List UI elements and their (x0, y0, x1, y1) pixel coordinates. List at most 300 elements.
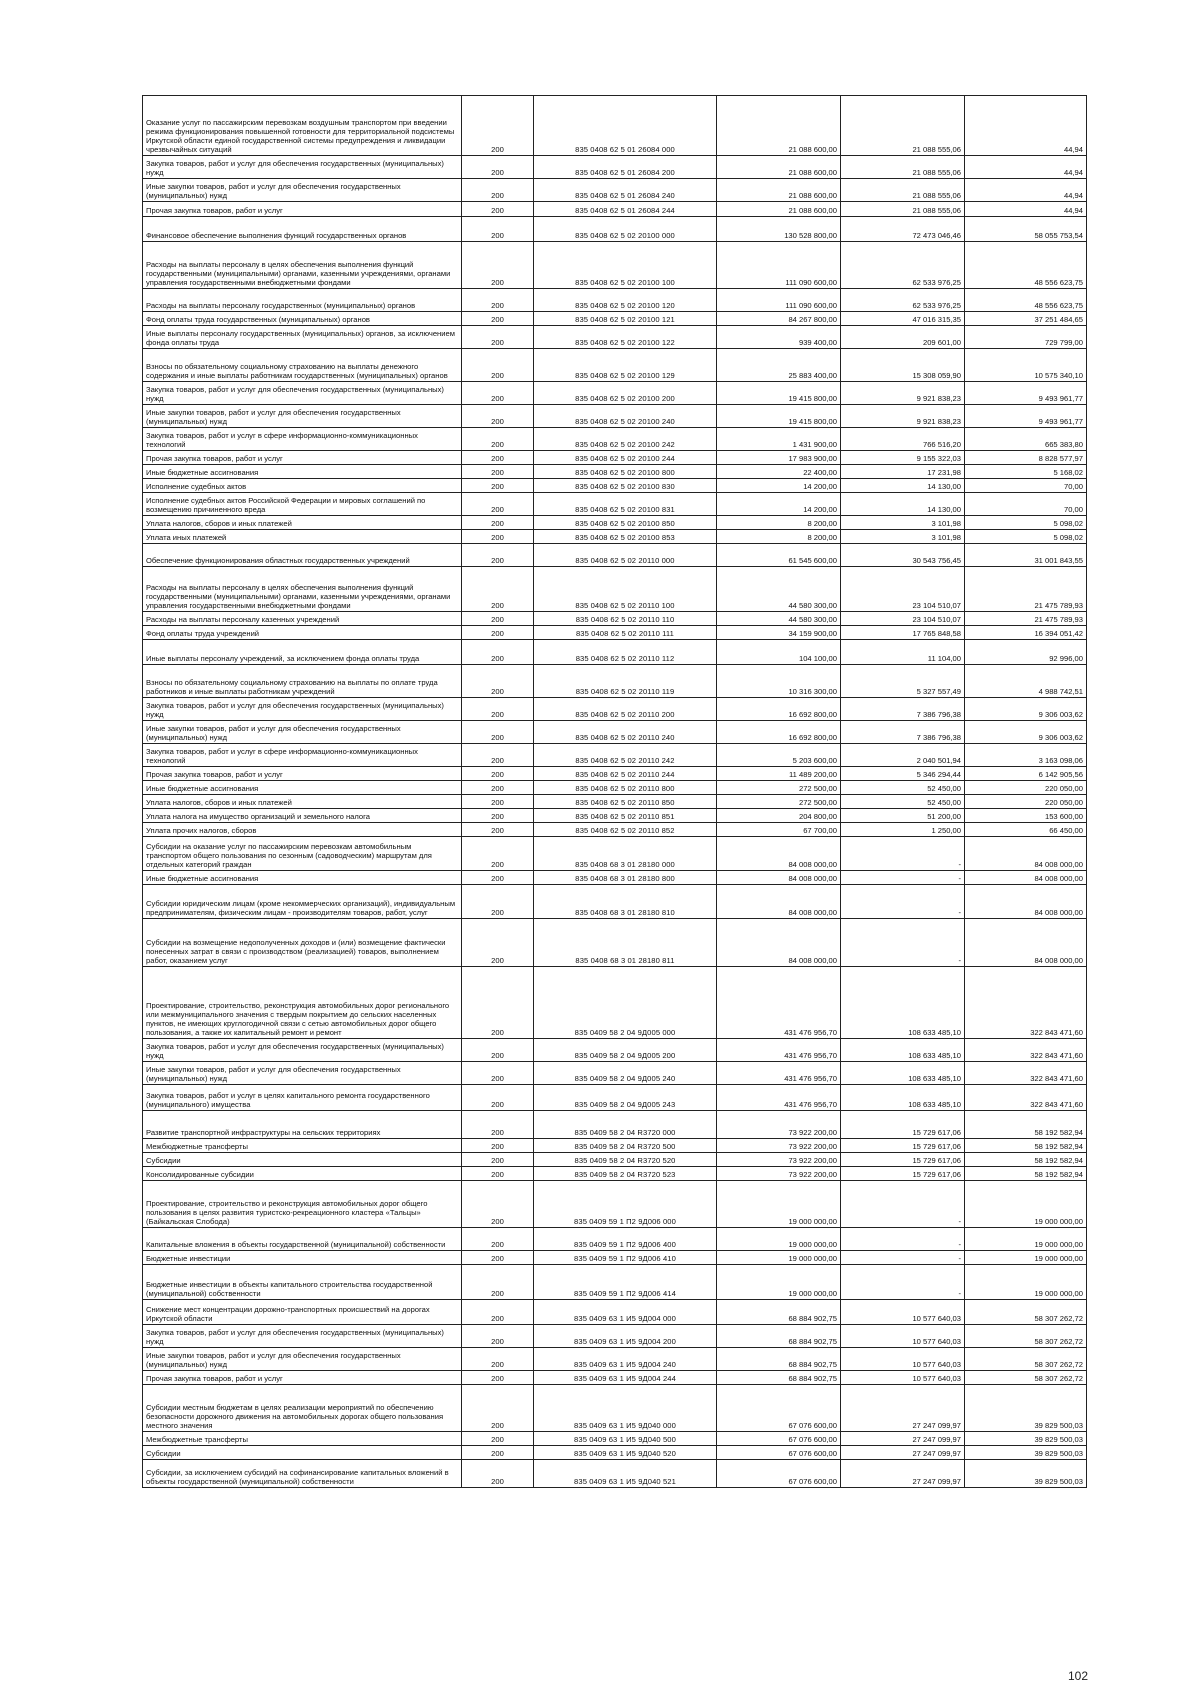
row-rest-cell: 39 829 500,03 (965, 1432, 1087, 1446)
row-plan-cell: 84 008 000,00 (717, 871, 841, 885)
row-grbs-cell: 200 (462, 179, 534, 202)
row-fact-cell: 10 577 640,03 (841, 1325, 965, 1348)
row-name-cell: Межбюджетные трансферты (143, 1139, 462, 1153)
row-fact-cell: 23 104 510,07 (841, 612, 965, 626)
row-code-cell: 835 0408 62 5 01 26084 244 (534, 202, 717, 217)
row-code-cell: 835 0408 62 5 02 20100 800 (534, 465, 717, 479)
table-row (143, 1111, 1087, 1139)
row-code-cell: 835 0409 58 2 04 R3720 000 (534, 1111, 717, 1139)
table-row (143, 721, 1087, 744)
row-rest-cell: 84 008 000,00 (965, 837, 1087, 871)
row-code-cell: 835 0408 68 3 01 28180 000 (534, 837, 717, 871)
row-code-cell: 835 0408 62 5 02 20100 200 (534, 382, 717, 405)
row-code-cell: 835 0409 63 1 И5 9Д040 000 (534, 1385, 717, 1432)
row-plan-cell: 16 692 800,00 (717, 721, 841, 744)
row-plan-cell: 68 884 902,75 (717, 1300, 841, 1325)
table-row (143, 349, 1087, 382)
row-fact-cell: 72 473 046,46 (841, 217, 965, 242)
row-name-cell: Иные выплаты персоналу государственных (муниципальных) органов, за исключением фонда оплаты труда (143, 326, 462, 349)
row-grbs-cell: 200 (462, 567, 534, 612)
row-name-cell: Иные бюджетные ассигнования (143, 781, 462, 795)
row-code-cell: 835 0408 62 5 02 20110 200 (534, 698, 717, 721)
table-row (143, 1062, 1087, 1085)
table-row (143, 479, 1087, 493)
row-plan-cell: 67 076 600,00 (717, 1385, 841, 1432)
table-row (143, 1153, 1087, 1167)
row-grbs-cell: 200 (462, 493, 534, 516)
table-row (143, 809, 1087, 823)
row-name-cell: Бюджетные инвестиции в объекты капитального строительства государственной (муниципальной) собственности (143, 1265, 462, 1300)
row-plan-cell: 84 267 800,00 (717, 312, 841, 326)
row-name-cell: Закупка товаров, работ и услуг в целях капитального ремонта государственного (муниципального) имущества (143, 1085, 462, 1111)
table-row (143, 451, 1087, 465)
row-fact-cell: 21 088 555,06 (841, 96, 965, 156)
table-row (143, 823, 1087, 837)
row-plan-cell: 939 400,00 (717, 326, 841, 349)
row-grbs-cell: 200 (462, 919, 534, 967)
row-rest-cell: 58 307 262,72 (965, 1348, 1087, 1371)
row-rest-cell: 37 251 484,65 (965, 312, 1087, 326)
row-name-cell: Закупка товаров, работ и услуг в сфере информационно-коммуникационных технологий (143, 428, 462, 451)
row-code-cell: 835 0409 63 1 И5 9Д040 521 (534, 1460, 717, 1488)
row-name-cell: Уплата налогов, сборов и иных платежей (143, 795, 462, 809)
row-grbs-cell: 200 (462, 612, 534, 626)
row-fact-cell: - (841, 885, 965, 919)
row-fact-cell: - (841, 1181, 965, 1228)
row-grbs-cell: 200 (462, 795, 534, 809)
row-fact-cell: 766 516,20 (841, 428, 965, 451)
row-rest-cell: 19 000 000,00 (965, 1228, 1087, 1251)
row-fact-cell: 27 247 099,97 (841, 1432, 965, 1446)
row-plan-cell: 19 415 800,00 (717, 405, 841, 428)
row-rest-cell: 58 192 582,94 (965, 1139, 1087, 1153)
row-name-cell: Закупка товаров, работ и услуг для обеспечения государственных (муниципальных) нужд (143, 1039, 462, 1062)
row-grbs-cell: 200 (462, 544, 534, 567)
table-row (143, 612, 1087, 626)
row-grbs-cell: 200 (462, 967, 534, 1039)
row-grbs-cell: 200 (462, 451, 534, 465)
table-row (143, 493, 1087, 516)
row-name-cell: Бюджетные инвестиции (143, 1251, 462, 1265)
row-code-cell: 835 0408 62 5 01 26084 200 (534, 156, 717, 179)
row-plan-cell: 84 008 000,00 (717, 885, 841, 919)
row-grbs-cell: 200 (462, 202, 534, 217)
row-name-cell: Обеспечение функционирования областных государственных учреждений (143, 544, 462, 567)
row-fact-cell: 5 327 557,49 (841, 665, 965, 698)
row-fact-cell: 108 633 485,10 (841, 1039, 965, 1062)
table-row (143, 1039, 1087, 1062)
row-rest-cell: 322 843 471,60 (965, 1062, 1087, 1085)
row-plan-cell: 73 922 200,00 (717, 1111, 841, 1139)
row-plan-cell: 16 692 800,00 (717, 698, 841, 721)
row-code-cell: 835 0408 62 5 02 20100 122 (534, 326, 717, 349)
row-fact-cell: 47 016 315,35 (841, 312, 965, 326)
row-plan-cell: 8 200,00 (717, 516, 841, 530)
row-grbs-cell: 200 (462, 781, 534, 795)
row-plan-cell: 1 431 900,00 (717, 428, 841, 451)
row-code-cell: 835 0408 62 5 02 20100 831 (534, 493, 717, 516)
row-grbs-cell: 200 (462, 1251, 534, 1265)
row-code-cell: 835 0408 62 5 02 20100 120 (534, 289, 717, 312)
table-row (143, 179, 1087, 202)
row-name-cell: Фонд оплаты труда учреждений (143, 626, 462, 640)
row-grbs-cell: 200 (462, 1300, 534, 1325)
row-fact-cell: 11 104,00 (841, 640, 965, 665)
row-rest-cell: 21 475 789,93 (965, 567, 1087, 612)
row-fact-cell: 27 247 099,97 (841, 1460, 965, 1488)
row-rest-cell: 84 008 000,00 (965, 919, 1087, 967)
row-name-cell: Иные закупки товаров, работ и услуг для обеспечения государственных (муниципальных) нужд (143, 179, 462, 202)
table-row (143, 1432, 1087, 1446)
row-name-cell: Иные выплаты персоналу учреждений, за исключением фонда оплаты труда (143, 640, 462, 665)
row-grbs-cell: 200 (462, 1228, 534, 1251)
row-rest-cell: 9 306 003,62 (965, 698, 1087, 721)
row-rest-cell: 19 000 000,00 (965, 1181, 1087, 1228)
table-row (143, 1446, 1087, 1460)
row-rest-cell: 9 493 961,77 (965, 405, 1087, 428)
row-code-cell: 835 0409 63 1 И5 9Д004 200 (534, 1325, 717, 1348)
row-fact-cell: 14 130,00 (841, 493, 965, 516)
row-name-cell: Развитие транспортной инфраструктуры на сельских территориях (143, 1111, 462, 1139)
row-grbs-cell: 200 (462, 1385, 534, 1432)
table-row (143, 217, 1087, 242)
row-fact-cell: 1 250,00 (841, 823, 965, 837)
row-rest-cell: 31 001 843,55 (965, 544, 1087, 567)
row-grbs-cell: 200 (462, 1139, 534, 1153)
row-name-cell: Закупка товаров, работ и услуг для обеспечения государственных (муниципальных) нужд (143, 698, 462, 721)
row-code-cell: 835 0408 62 5 02 20100 244 (534, 451, 717, 465)
row-code-cell: 835 0408 62 5 02 20110 851 (534, 809, 717, 823)
row-rest-cell: 220 050,00 (965, 781, 1087, 795)
table-body (143, 96, 1087, 1488)
row-fact-cell: 23 104 510,07 (841, 567, 965, 612)
row-code-cell: 835 0408 68 3 01 28180 800 (534, 871, 717, 885)
row-name-cell: Капитальные вложения в объекты государственной (муниципальной) собственности (143, 1228, 462, 1251)
row-rest-cell: 322 843 471,60 (965, 1039, 1087, 1062)
row-fact-cell: 2 040 501,94 (841, 744, 965, 767)
row-fact-cell: 30 543 756,45 (841, 544, 965, 567)
row-grbs-cell: 200 (462, 640, 534, 665)
row-fact-cell: 3 101,98 (841, 530, 965, 544)
row-grbs-cell: 200 (462, 382, 534, 405)
row-grbs-cell: 200 (462, 885, 534, 919)
row-name-cell: Расходы на выплаты персоналу в целях обеспечения выполнения функций государственными (муниципальными) органами, казенными учреждениями, органами управления государственными внебюджетными фондами (143, 567, 462, 612)
table-row (143, 405, 1087, 428)
row-code-cell: 835 0409 58 2 04 9Д005 200 (534, 1039, 717, 1062)
row-plan-cell: 67 076 600,00 (717, 1460, 841, 1488)
row-plan-cell: 73 922 200,00 (717, 1139, 841, 1153)
table-row (143, 640, 1087, 665)
row-fact-cell: 9 155 322,03 (841, 451, 965, 465)
row-plan-cell: 111 090 600,00 (717, 289, 841, 312)
row-code-cell: 835 0408 62 5 02 20110 852 (534, 823, 717, 837)
row-rest-cell: 19 000 000,00 (965, 1265, 1087, 1300)
table-row (143, 1460, 1087, 1488)
row-rest-cell: 66 450,00 (965, 823, 1087, 837)
row-rest-cell: 44,94 (965, 96, 1087, 156)
row-name-cell: Закупка товаров, работ и услуг для обеспечения государственных (муниципальных) нужд (143, 156, 462, 179)
row-code-cell: 835 0409 59 1 П2 9Д006 000 (534, 1181, 717, 1228)
row-grbs-cell: 200 (462, 1432, 534, 1446)
table-row (143, 967, 1087, 1039)
row-name-cell: Проектирование, строительство, реконструкция автомобильных дорог регионального или межмуниципального значения с твердым покрытием до сельских населенных пунктов, не имеющих круглогодичной связи с сетью автомобильных дорог общего пользования, а также их капитальный ремонт и ремонт (143, 967, 462, 1039)
row-name-cell: Проектирование, строительство и реконструкция автомобильных дорог общего пользования в целях развития туристско-рекреационного кластера «Тальцы» (Байкальская Слобода) (143, 1181, 462, 1228)
row-code-cell: 835 0408 62 5 02 20100 121 (534, 312, 717, 326)
row-plan-cell: 19 000 000,00 (717, 1265, 841, 1300)
row-rest-cell: 44,94 (965, 156, 1087, 179)
row-code-cell: 835 0408 62 5 02 20110 244 (534, 767, 717, 781)
table-row (143, 1085, 1087, 1111)
table-row (143, 1371, 1087, 1385)
row-code-cell: 835 0408 68 3 01 28180 810 (534, 885, 717, 919)
row-plan-cell: 67 076 600,00 (717, 1446, 841, 1460)
table-row (143, 919, 1087, 967)
row-code-cell: 835 0408 62 5 01 26084 000 (534, 96, 717, 156)
row-plan-cell: 68 884 902,75 (717, 1348, 841, 1371)
row-plan-cell: 21 088 600,00 (717, 156, 841, 179)
row-fact-cell: 10 577 640,03 (841, 1348, 965, 1371)
row-name-cell: Прочая закупка товаров, работ и услуг (143, 451, 462, 465)
row-plan-cell: 204 800,00 (717, 809, 841, 823)
table-row (143, 1251, 1087, 1265)
table-row (143, 626, 1087, 640)
row-grbs-cell: 200 (462, 1446, 534, 1460)
table-row (143, 530, 1087, 544)
row-name-cell: Прочая закупка товаров, работ и услуг (143, 202, 462, 217)
row-grbs-cell: 200 (462, 1371, 534, 1385)
row-plan-cell: 19 000 000,00 (717, 1181, 841, 1228)
row-rest-cell: 19 000 000,00 (965, 1251, 1087, 1265)
row-code-cell: 835 0408 62 5 02 20100 850 (534, 516, 717, 530)
table-row (143, 96, 1087, 156)
row-fact-cell: 21 088 555,06 (841, 202, 965, 217)
row-plan-cell: 84 008 000,00 (717, 919, 841, 967)
row-plan-cell: 17 983 900,00 (717, 451, 841, 465)
row-rest-cell: 44,94 (965, 179, 1087, 202)
row-name-cell: Субсидии местным бюджетам в целях реализации мероприятий по обеспечению безопасности дорожного движения на автомобильных дорогах общего пользования местного значения (143, 1385, 462, 1432)
table-row (143, 1181, 1087, 1228)
row-plan-cell: 11 489 200,00 (717, 767, 841, 781)
row-code-cell: 835 0408 62 5 02 20110 850 (534, 795, 717, 809)
row-name-cell: Закупка товаров, работ и услуг в сфере информационно-коммуникационных технологий (143, 744, 462, 767)
row-code-cell: 835 0409 59 1 П2 9Д006 400 (534, 1228, 717, 1251)
row-rest-cell: 220 050,00 (965, 795, 1087, 809)
row-grbs-cell: 200 (462, 698, 534, 721)
row-name-cell: Исполнение судебных актов Российской Федерации и мировых соглашений по возмещению причиненного вреда (143, 493, 462, 516)
row-plan-cell: 431 476 956,70 (717, 1062, 841, 1085)
row-fact-cell: 15 308 059,90 (841, 349, 965, 382)
row-plan-cell: 67 700,00 (717, 823, 841, 837)
row-rest-cell: 39 829 500,03 (965, 1460, 1087, 1488)
row-fact-cell: 9 921 838,23 (841, 405, 965, 428)
row-grbs-cell: 200 (462, 871, 534, 885)
row-rest-cell: 5 168,02 (965, 465, 1087, 479)
row-name-cell: Консолидированные субсидии (143, 1167, 462, 1181)
row-name-cell: Фонд оплаты труда государственных (муниципальных) органов (143, 312, 462, 326)
row-name-cell: Снижение мест концентрации дорожно-транспортных происшествий на дорогах Иркутской области (143, 1300, 462, 1325)
row-name-cell: Закупка товаров, работ и услуг для обеспечения государственных (муниципальных) нужд (143, 1325, 462, 1348)
row-code-cell: 835 0408 62 5 02 20110 100 (534, 567, 717, 612)
row-rest-cell: 729 799,00 (965, 326, 1087, 349)
row-rest-cell: 4 988 742,51 (965, 665, 1087, 698)
row-rest-cell: 39 829 500,03 (965, 1385, 1087, 1432)
row-name-cell: Оказание услуг по пассажирским перевозкам воздушным транспортом при введении режима функционирования повышенной готовности для территориальной подсистемы Иркутской области единой государственной системы предупреждения и ликвидации чрезвычайных ситуаций (143, 96, 462, 156)
row-name-cell: Уплата прочих налогов, сборов (143, 823, 462, 837)
row-plan-cell: 19 415 800,00 (717, 382, 841, 405)
row-code-cell: 835 0408 62 5 01 26084 240 (534, 179, 717, 202)
row-fact-cell: 7 386 796,38 (841, 721, 965, 744)
row-code-cell: 835 0409 59 1 П2 9Д006 410 (534, 1251, 717, 1265)
row-plan-cell: 68 884 902,75 (717, 1371, 841, 1385)
table-row (143, 428, 1087, 451)
table-row (143, 1265, 1087, 1300)
row-code-cell: 835 0408 62 5 02 20110 111 (534, 626, 717, 640)
row-grbs-cell: 200 (462, 349, 534, 382)
table-row (143, 516, 1087, 530)
row-rest-cell: 48 556 623,75 (965, 242, 1087, 289)
row-fact-cell: 108 633 485,10 (841, 967, 965, 1039)
row-name-cell: Расходы на выплаты персоналу государственных (муниципальных) органов (143, 289, 462, 312)
row-name-cell: Закупка товаров, работ и услуг для обеспечения государственных (муниципальных) нужд (143, 382, 462, 405)
row-grbs-cell: 200 (462, 1062, 534, 1085)
row-name-cell: Субсидии (143, 1446, 462, 1460)
row-fact-cell: 7 386 796,38 (841, 698, 965, 721)
row-grbs-cell: 200 (462, 626, 534, 640)
row-rest-cell: 58 307 262,72 (965, 1300, 1087, 1325)
table-row (143, 202, 1087, 217)
row-rest-cell: 6 142 905,56 (965, 767, 1087, 781)
row-rest-cell: 5 098,02 (965, 530, 1087, 544)
row-name-cell: Расходы на выплаты персоналу в целях обеспечения выполнения функций государственными (муниципальными) органами, казенными учреждениями, органами управления государственными внебюджетными фондами (143, 242, 462, 289)
row-code-cell: 835 0408 62 5 02 20100 100 (534, 242, 717, 289)
row-fact-cell: 15 729 617,06 (841, 1111, 965, 1139)
row-fact-cell: 15 729 617,06 (841, 1153, 965, 1167)
row-plan-cell: 431 476 956,70 (717, 1039, 841, 1062)
row-grbs-cell: 200 (462, 1460, 534, 1488)
table-row (143, 326, 1087, 349)
row-code-cell: 835 0408 68 3 01 28180 811 (534, 919, 717, 967)
table-row (143, 242, 1087, 289)
row-code-cell: 835 0409 63 1 И5 9Д040 500 (534, 1432, 717, 1446)
row-grbs-cell: 200 (462, 516, 534, 530)
row-plan-cell: 14 200,00 (717, 479, 841, 493)
row-rest-cell: 58 192 582,94 (965, 1111, 1087, 1139)
row-rest-cell: 5 098,02 (965, 516, 1087, 530)
row-plan-cell: 130 528 800,00 (717, 217, 841, 242)
row-rest-cell: 70,00 (965, 479, 1087, 493)
row-grbs-cell: 200 (462, 1085, 534, 1111)
row-rest-cell: 58 307 262,72 (965, 1325, 1087, 1348)
row-grbs-cell: 200 (462, 530, 534, 544)
row-plan-cell: 8 200,00 (717, 530, 841, 544)
row-grbs-cell: 200 (462, 312, 534, 326)
row-grbs-cell: 200 (462, 96, 534, 156)
row-plan-cell: 34 159 900,00 (717, 626, 841, 640)
row-name-cell: Прочая закупка товаров, работ и услуг (143, 1371, 462, 1385)
row-code-cell: 835 0409 58 2 04 9Д005 243 (534, 1085, 717, 1111)
row-plan-cell: 68 884 902,75 (717, 1325, 841, 1348)
row-name-cell: Прочая закупка товаров, работ и услуг (143, 767, 462, 781)
row-fact-cell: - (841, 837, 965, 871)
table-row (143, 465, 1087, 479)
table-row (143, 1139, 1087, 1153)
row-name-cell: Субсидии юридическим лицам (кроме некоммерческих организаций), индивидуальным предпринимателям, физическим лицам - производителям товаров, работ, услуг (143, 885, 462, 919)
row-plan-cell: 84 008 000,00 (717, 837, 841, 871)
row-rest-cell: 10 575 340,10 (965, 349, 1087, 382)
row-fact-cell: - (841, 1251, 965, 1265)
row-name-cell: Уплата иных платежей (143, 530, 462, 544)
row-code-cell: 835 0408 62 5 02 20100 242 (534, 428, 717, 451)
row-grbs-cell: 200 (462, 767, 534, 781)
row-fact-cell: 3 101,98 (841, 516, 965, 530)
row-name-cell: Взносы по обязательному социальному страхованию на выплаты денежного содержания и иные выплаты работникам государственных (муниципальных) органов (143, 349, 462, 382)
row-plan-cell: 272 500,00 (717, 781, 841, 795)
table-row (143, 567, 1087, 612)
row-rest-cell: 92 996,00 (965, 640, 1087, 665)
row-plan-cell: 25 883 400,00 (717, 349, 841, 382)
row-code-cell: 835 0409 63 1 И5 9Д040 520 (534, 1446, 717, 1460)
table-row (143, 698, 1087, 721)
row-rest-cell: 84 008 000,00 (965, 885, 1087, 919)
row-rest-cell: 84 008 000,00 (965, 871, 1087, 885)
row-code-cell: 835 0408 62 5 02 20100 853 (534, 530, 717, 544)
row-code-cell: 835 0408 62 5 02 20100 129 (534, 349, 717, 382)
row-plan-cell: 10 316 300,00 (717, 665, 841, 698)
table-row (143, 885, 1087, 919)
row-fact-cell: 17 231,98 (841, 465, 965, 479)
row-rest-cell: 153 600,00 (965, 809, 1087, 823)
table-row (143, 1348, 1087, 1371)
row-name-cell: Иные бюджетные ассигнования (143, 871, 462, 885)
row-fact-cell: 52 450,00 (841, 795, 965, 809)
row-code-cell: 835 0408 62 5 02 20110 000 (534, 544, 717, 567)
row-fact-cell: 21 088 555,06 (841, 179, 965, 202)
row-code-cell: 835 0408 62 5 02 20100 000 (534, 217, 717, 242)
row-fact-cell: 9 921 838,23 (841, 382, 965, 405)
row-rest-cell: 70,00 (965, 493, 1087, 516)
row-plan-cell: 111 090 600,00 (717, 242, 841, 289)
row-fact-cell: 15 729 617,06 (841, 1139, 965, 1153)
row-grbs-cell: 200 (462, 428, 534, 451)
table-row (143, 744, 1087, 767)
row-rest-cell: 665 383,80 (965, 428, 1087, 451)
row-fact-cell: - (841, 919, 965, 967)
row-plan-cell: 44 580 300,00 (717, 567, 841, 612)
row-name-cell: Иные закупки товаров, работ и услуг для обеспечения государственных (муниципальных) нужд (143, 405, 462, 428)
row-fact-cell: 62 533 976,25 (841, 289, 965, 312)
row-rest-cell: 8 828 577,97 (965, 451, 1087, 465)
row-plan-cell: 19 000 000,00 (717, 1251, 841, 1265)
row-grbs-cell: 200 (462, 837, 534, 871)
row-name-cell: Иные закупки товаров, работ и услуг для обеспечения государственных (муниципальных) нужд (143, 1062, 462, 1085)
row-fact-cell: 51 200,00 (841, 809, 965, 823)
row-grbs-cell: 200 (462, 289, 534, 312)
row-fact-cell: 15 729 617,06 (841, 1167, 965, 1181)
row-rest-cell: 44,94 (965, 202, 1087, 217)
row-grbs-cell: 200 (462, 1111, 534, 1139)
row-code-cell: 835 0409 58 2 04 R3720 500 (534, 1139, 717, 1153)
row-grbs-cell: 200 (462, 242, 534, 289)
row-fact-cell: 27 247 099,97 (841, 1385, 965, 1432)
table-row (143, 289, 1087, 312)
row-name-cell: Субсидии на возмещение недополученных доходов и (или) возмещение фактически понесенных затрат в связи с производством (реализацией) товаров, выполнением работ, оказанием услуг (143, 919, 462, 967)
row-fact-cell: 108 633 485,10 (841, 1085, 965, 1111)
row-plan-cell: 73 922 200,00 (717, 1167, 841, 1181)
row-name-cell: Расходы на выплаты персоналу казенных учреждений (143, 612, 462, 626)
row-rest-cell: 39 829 500,03 (965, 1446, 1087, 1460)
table-row (143, 1325, 1087, 1348)
row-grbs-cell: 200 (462, 217, 534, 242)
